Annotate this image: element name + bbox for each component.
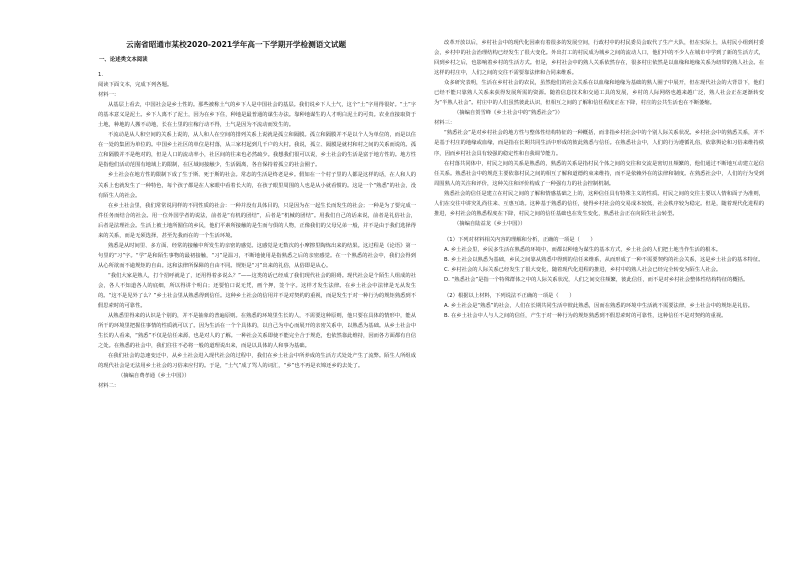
- section-heading: 一、论述类文本阅读: [99, 57, 148, 63]
- material-1-paragraph: 在我们社会的急速变迁中，从乡土社会进入现代社会的过程中，我们在乡土社会中所养成的生活方式处处产生了流弊。陌生人所组成的现代社会是无法用乡土社会的习俗来应付的。于是，“土气”成了骂人的词汇，“乡”也不再是衣锦还乡的去处了。: [98, 353, 416, 370]
- exam-title: 云南省昭通市某校2020-2021学年高一下学期开学检测语文试题: [126, 40, 347, 49]
- material-3-paragraph: 在村落共同体中，村民之间的关系是熟悉的，熟悉的关系是指村民个体之间的交往和交流是密切且频繁的，他们通过不断地互动建立起信任关系。熟悉社会中的规范主要依靠村民之间的相互了解和道德约束来维持，而不是依赖外在的法律和制度。在熟悉社会中，人们的行为受到周围熟人的关注和评价，这种关注和评价构成了一种强有力的社会控制机制。: [434, 160, 764, 187]
- right-column: [434, 0, 764, 562]
- answer-option[interactable]: D. “熟悉社会”是指一个特殊群体之中的人际关系状况，人们之间交往频繁，彼此信任，而不是对乡村社会整体性结构特征的概括。: [444, 277, 749, 284]
- material-2-paragraph: 改革开放以后，乡村社会中的现代化因素有着很多的发展空间，行政村中的村民委员会取代了生产大队，但在实际上，从村民小组到村委会，乡村中的社会治理结构已经发生了很大变化。外出打工的村民成为城乡之间的流动人口，他们中的不少人在城市中学到了新的生活方式，回到乡村之后，也影响着乡村的生活方式。但是，乡村社会中的熟人关系依然存在，很多村庄依然是以血缘和地缘关系为纽带的熟人社会。在这样的村庄中，人们之间的交往不需要靠法律和合同来维系。: [434, 40, 764, 77]
- material-1-paragraph: 在乡土社会里，我们常常说同样的不同性质的社会：一种并没有具体目的，只是因为在一起生长而发生的社会；一种是为了要完成一件任务而结合的社会。用一位外国学者的说法，前者是“有机的团结”，后者是“机械的团结”。用我们自己的话来说，前者是礼俗社会，后者是法理社会。生活上被土地所囿住的乡民，他们平素所接触的是生而与俱的人物，正像我们的父母兄弟一般，并不是由于我们选择得来的关系，而是无须选择，甚至先我而在的一个生活环境。: [98, 202, 416, 239]
- instruction: 阅读下面文本，完成下列各题。: [98, 82, 173, 89]
- material-3-paragraph: 熟悉社会的信任是建立在村民之间的了解和情感基础之上的，这种信任具有特殊主义的性质。村民之间的交往主要以人情和面子为准则，人们在交往中讲究礼尚往来、互惠互助。这种基于熟悉的信任，使得乡村社会的交易成本较低，社会秩序较为稳定。但是，随着现代化进程的推进，乡村社会的熟悉程度在下降，村民之间的信任基础也在发生变化，熟悉社会正在向陌生社会转型。: [434, 190, 764, 217]
- material-1-paragraph: “我们大家是熟人，打个招呼就是了，还用得着多说么？”——这类的话已经成了我们现代社会的阻碍。现代社会是个陌生人组成的社会，各人不知道各人的底细，所以得讲个明白；还要怕口说无凭，画个押，签个字。这样才发生法律。在乡土社会中法律是无从发生的。“这不是见外了么？”乡土社会里从熟悉得到信任。这种乡土社会的信用并不是对契约的重视，而是发生于对一种行为的规矩熟悉到不假思索时的可靠性。: [98, 272, 416, 310]
- material-1-paragraph: 乡土社会在地方性的限制下成了生于斯、死于斯的社会。常态的生活是终老是乡。假如在一个村子里的人都是这样的话，在人和人的关系上也就发生了一种特色，每个孩子都是在人家眼中看着长大的，在孩子眼里周围的人也是从小就看惯的。这是一个“熟悉”的社会，没有陌生人的社会。: [98, 172, 416, 199]
- material-3-label: 材料三：: [434, 120, 456, 127]
- left-column: [98, 0, 416, 562]
- material-3-source: （摘编自陆益龙《乡土中国》）: [454, 220, 526, 227]
- material-1-body: [98, 100, 416, 371]
- answer-option[interactable]: B. 乡土社会以熟悉为基础，乡民之间靠从熟悉中得到的信任来维系，从而形成了一种不需要契约的社会关系，这是乡土社会的基本特征。: [444, 256, 764, 263]
- material-1-paragraph: 熟悉是从时间里、多方面、经常的接触中所发生的亲密的感觉。这感觉是无数次的小摩擦里陶炼出来的结果。这过程是《论语》第一句里的“习”字。“学”是和陌生事物的最初接触，“习”是温习，不断地使用是指熟悉之后的亲密感觉。在一个熟悉的社会中，我们会得到从心所欲而不逾规矩的自由。这和法律所保障的自由不同。规矩是“习”出来的礼俗，从俗即是从心。: [98, 242, 416, 269]
- material-1-label: 材料一：: [98, 92, 120, 99]
- question-stem: （2）根据以上材料，下列说法不正确的一项是（ ）: [444, 293, 575, 300]
- answer-option[interactable]: C. 乡村社会的人际关系已经发生了很大变化，随着现代化进程的推进，乡村中的熟人社会已经完全转变为陌生人社会。: [444, 267, 722, 274]
- answer-option[interactable]: A. 乡土社会里，乡民多生活在熟悉的环境中，而都以种地为谋生的基本方式，乡土社会的人们把土地当作生活的根本。: [444, 246, 722, 253]
- material-1-paragraph: 从基层上看去，中国社会是乡土性的。那些被称土气的乡下人是中国社会的基层。我们说乡下人土气，这个“土”字用得很好。“土”字的基本意义是泥土。乡下人离不了泥土，因为在乡下住，种地是最普通的谋生办法。靠种地谋生的人才明白泥土的可贵。农业直接取资于土地，种地的人搬不动地，长在土里的庄稼行动不得，土气是因为不流动而发生的。: [98, 102, 416, 129]
- material-1-paragraph: 不流动是从人和空间的关系上说的，从人和人在空间的排列关系上说就是孤立和隔膜。孤立和隔膜并不是以个人为单位的，而是以住在一处的集团为单位的。中国乡土社区的单位是村落，从三家村起到几千户的大村。我说，孤立、隔膜是就村和村之间的关系而说的。孤立和隔膜并不是绝对的，但是人口的流动率小，社区间的往来也必然疏少。我想我们很可以说，乡土社会的生活是富于地方性的。地方性是指他们活动范围有地域上的限制，在区域间接触少，生活隔离，各自保持着孤立的社会圈子。: [98, 132, 416, 169]
- material-2-source: （摘编自贺雪峰《乡土社会中的“熟悉社会”》）: [454, 110, 563, 117]
- question-2: [434, 291, 764, 321]
- material-2-paragraph: 众多研究表明，生活在乡村社会的农民，虽然他们的社会关系在以血缘和地缘为基础的熟人圈子中展开，但在现代社会的大背景下，他们已经不能只靠熟人关系来获得发展所需的资源。随着信息技术和交通工具的发展，乡村的人际网络也越来越广泛，熟人社会正在逐渐转变为“半熟人社会”。村庄中的人们虽然彼此认识，但相互之间的了解和信任程度正在下降，村庄的公共生活也在不断萎缩。: [434, 80, 764, 107]
- question-1: [434, 235, 764, 285]
- answer-option[interactable]: A. 乡土社会是“熟悉”的社会，人们在长期共同生活中彼此熟悉，因而在熟悉的环境中生活就不需要法律，乡土社会中的规矩是礼俗。: [444, 303, 754, 310]
- question-number: 1.: [98, 72, 104, 78]
- question-stem: （1）下列对材料相关内容的理解和分析，正确的一项是（ ）: [444, 236, 596, 243]
- material-2-label: 材料二：: [98, 383, 120, 390]
- material-1-source: （摘编自费孝通《乡土中国》）: [118, 373, 190, 380]
- answer-option[interactable]: B. 在乡土社会中人与人之间的信任，产生于对一种行为的规矩熟悉到不假思索时的可靠性，这种信任不是对契约的重视。: [444, 313, 727, 320]
- material-3-paragraph: “熟悉社会”是对乡村社会的地方性与整体性结构特征的一种概括，而非指乡村社会中的个别人际关系状况。乡村社会中的熟悉关系，并不是基于村庄的地缘或血缘，而是指在长期共同生活中形成的彼此熟悉与信任。在熟悉社会中，人们的行为遵循礼俗，依靠舆论和习俗来维持秩序，因而乡村社会具有较强的稳定性和自我调节能力。: [434, 130, 764, 157]
- material-1-paragraph: 从熟悉里得来的认识是个别的，并不是抽象的普遍原则。在熟悉的环境里生长的人，不需要这种原则，他只要在具体的情形中，能从所干的环境里把握住事情的性质就可以了。因为生活在一个个具体的，以自己为中心而展开的亲密关系中，以熟悉为基础。从乡土社会中生长的人看来，“熟悉”不仅是信任来源，也是对人的了解。一种社会关系即使不能完全合于规范，也依然靠此维持，因而各方面都有自信之处。在熟悉的社会中，我们往往不必将一般的道理说出来，而是以具体的人和事为基础。: [98, 313, 416, 350]
